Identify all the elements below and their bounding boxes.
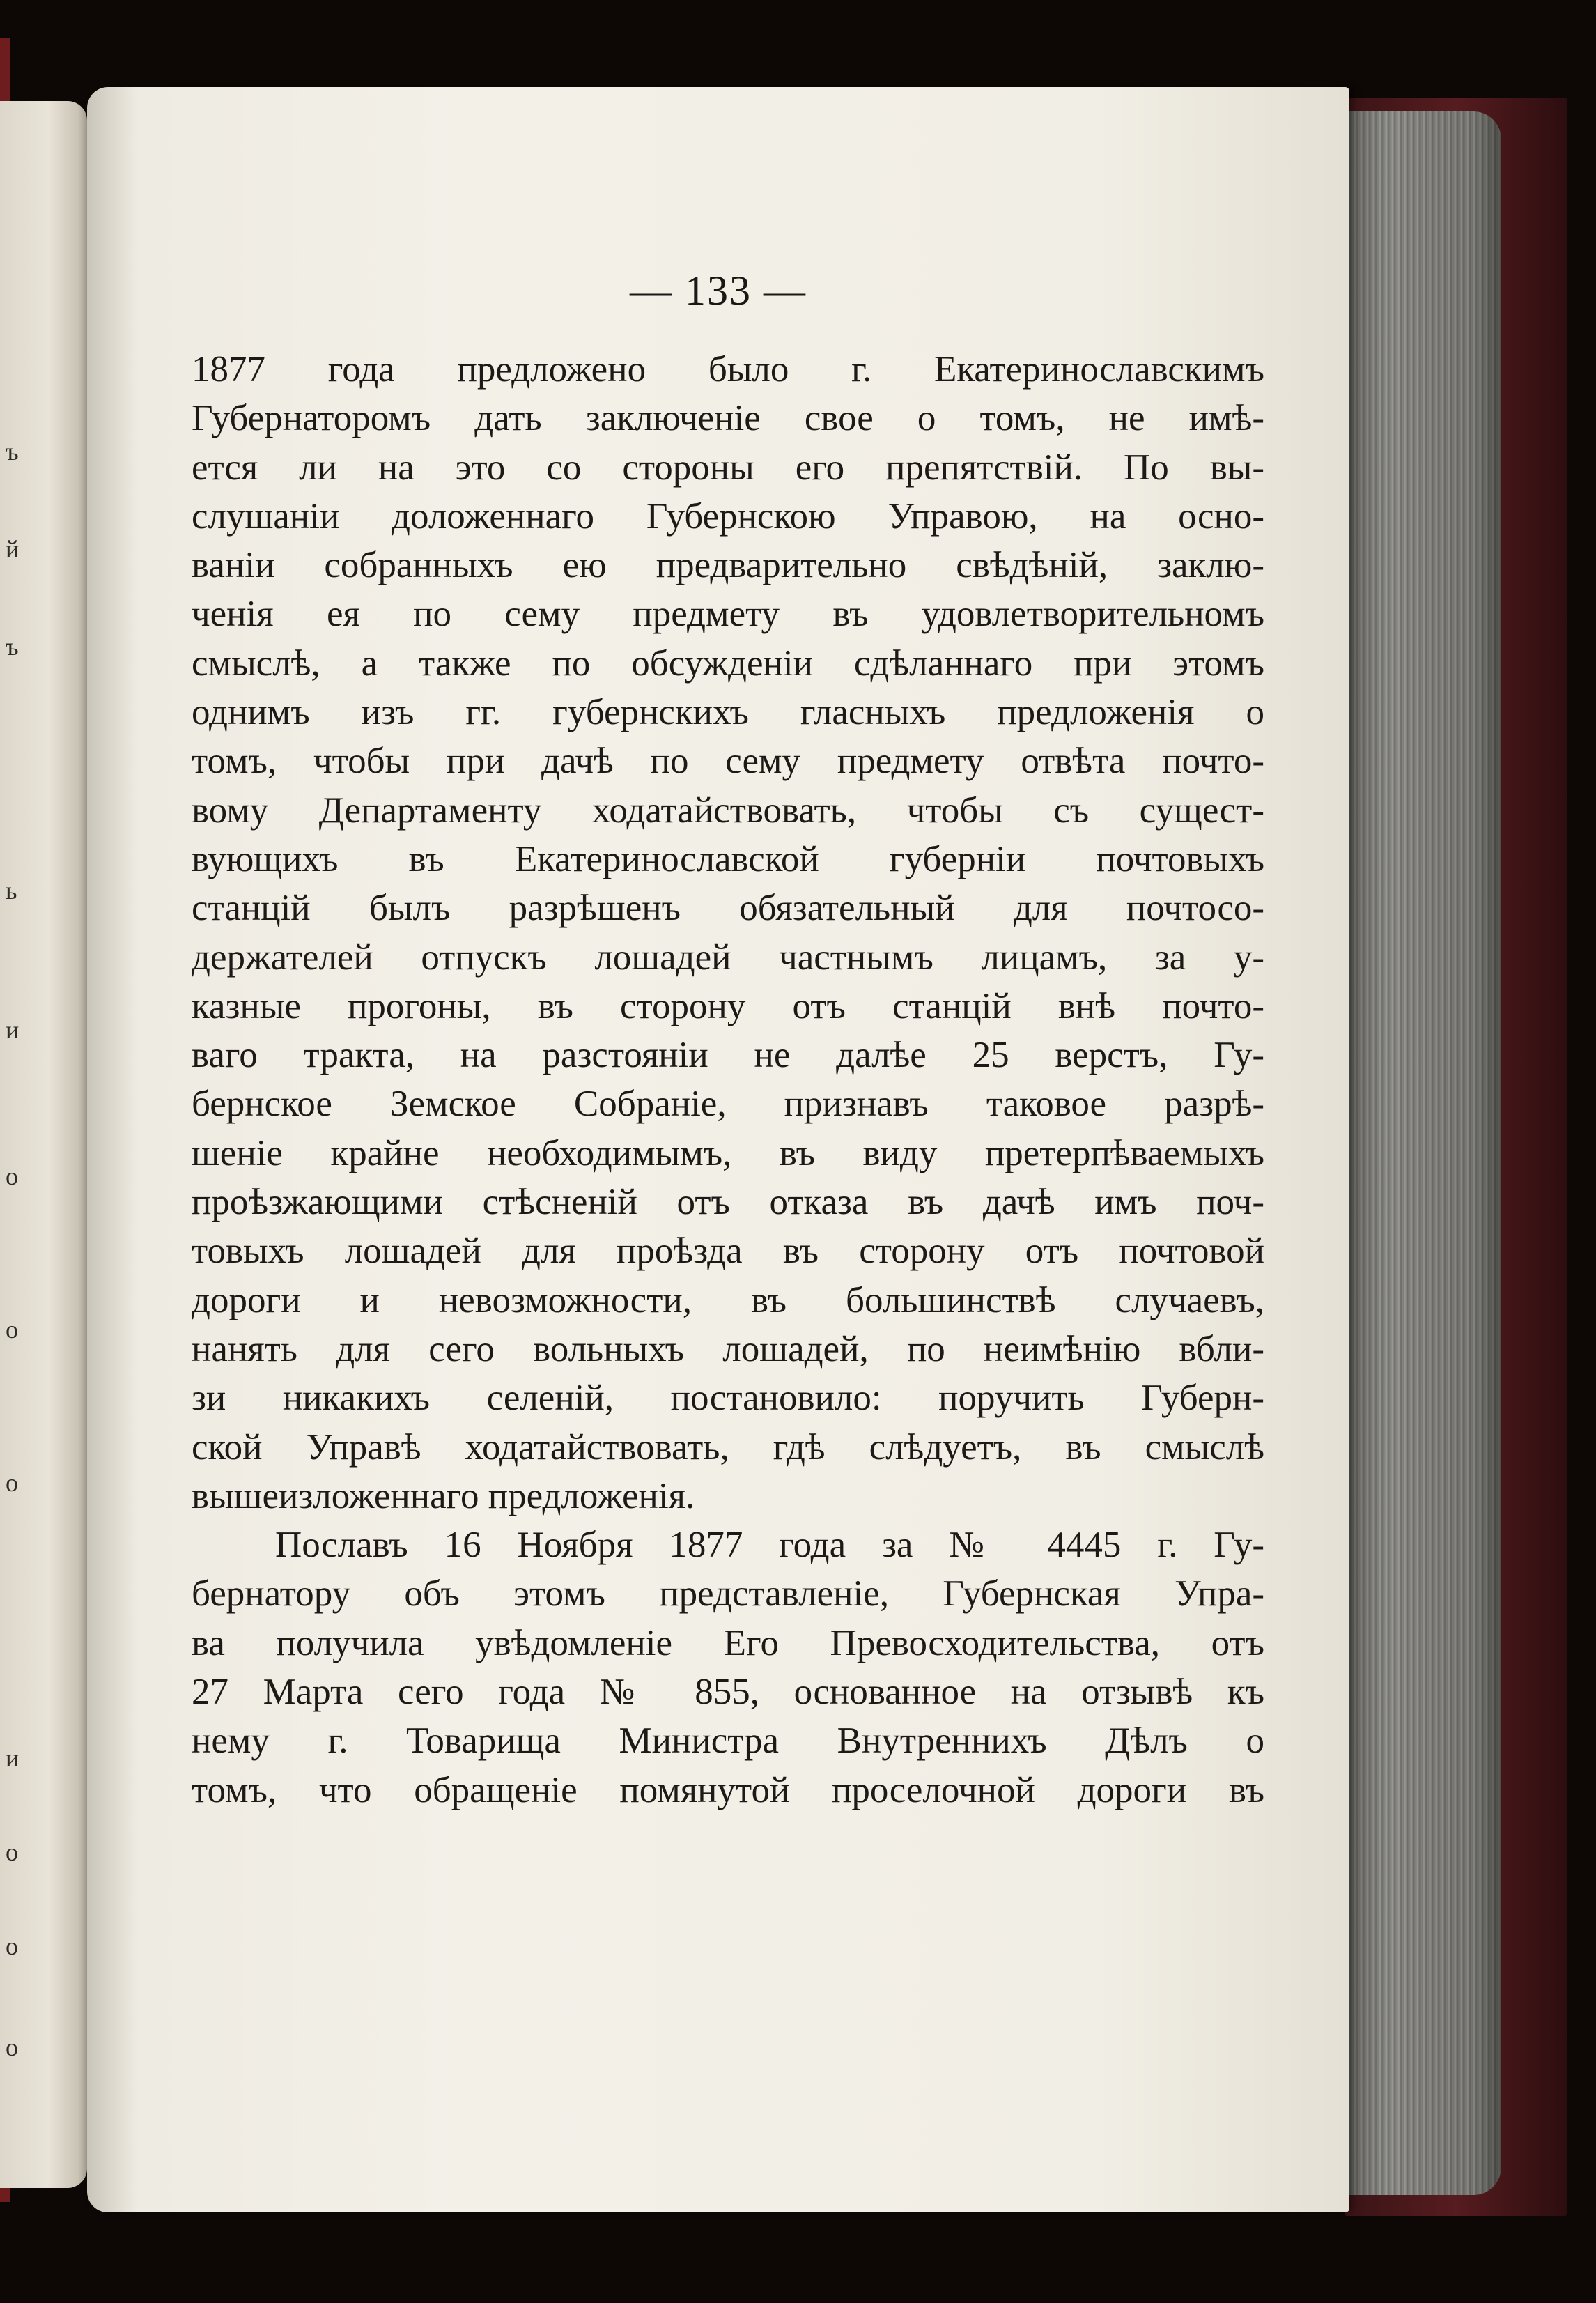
text-line: вующихъ въ Екатеринославской губерніи почтовыхъ [192,838,1264,879]
text-line: ваніи собранныхъ ею предварительно свѣдѣній, заклю- [192,545,1264,586]
text-line: проѣзжающими стѣсненій отъ отказа въ дачѣ имъ поч- [192,1182,1264,1223]
text-line: нему г. Товарища Министра Внутреннихъ Дѣлъ о [192,1720,1264,1762]
text-line: 27 Марта сего года № 855, основанное на отзывѣ къ [192,1672,1264,1713]
text-line: дороги и невозможности, въ большинствѣ случаевъ, [192,1279,1264,1320]
page-stack-shadow [1334,111,1501,2195]
text-line: бернатору объ этомъ представленіе, Губернская Упра- [192,1573,1264,1615]
text-line: 1877 года предложено было г. Екатеринославскимъ [192,349,1264,390]
left-page-char: о [6,1838,18,1866]
text-line: бернское Земское Собраніе, признавъ таковое разрѣ- [192,1084,1264,1125]
text-line: вому Департаменту ходатайствовать, чтобы съ сущест- [192,790,1264,831]
text-line: держателей отпускъ лошадей частнымъ лицамъ, за у- [192,937,1264,978]
text-line: однимъ изъ гг. губернскихъ гласныхъ предложенія о [192,692,1264,733]
text-line: станцій былъ разрѣшенъ обязательный для почтосо- [192,888,1264,929]
page-number: — 133 — [630,268,807,314]
left-page-char: о [6,1162,18,1190]
left-page-char: о [6,1932,18,1960]
text-line: томъ, что обращеніе помянутой проселочной дороги въ [192,1769,1264,1810]
left-page-char: о [6,1316,18,1343]
left-facing-page [0,101,87,2188]
text-line: ваго тракта, на разстояніи не далѣе 25 верстъ, Гу- [192,1035,1264,1076]
text-line: Губернаторомъ дать заключеніе свое о томъ, не имѣ- [192,398,1264,439]
text-line: ченія ея по сему предмету въ удовлетворительномъ [192,594,1264,635]
text-line: ва получила увѣдомленіе Его Превосходительства, отъ [192,1622,1264,1663]
text-line: смыслѣ, а также по обсужденіи сдѣланнаго при этомъ [192,642,1264,684]
text-line: ется ли на это со стороны его препятствій. По вы- [192,447,1264,488]
left-page-char: ь [6,877,17,904]
left-page-char: о [6,2033,18,2061]
book-page [87,87,1349,2212]
left-page-char: ъ [6,633,19,661]
text-line: томъ, чтобы при дачѣ по сему предмету отвѣта почто- [192,741,1264,782]
text-line: товыхъ лошадей для проѣзда въ сторону отъ почтовой [192,1231,1264,1272]
left-page-char: и [6,1744,20,1772]
text-line: ской Управѣ ходатайствовать, гдѣ слѣдуетъ, въ смыслѣ [192,1426,1264,1468]
paragraph-start-line: Пославъ 16 Ноября 1877 года за № 4445 г. Гу- [275,1525,1264,1566]
text-line: слушаніи доложеннаго Губернскою Управою, на осно- [192,495,1264,537]
left-page-char: о [6,1469,18,1497]
paragraph-end-line: вышеизложеннаго предложенія. [192,1475,695,1516]
text-line: нанять для сего вольныхъ лошадей, по неимѣнію вбли- [192,1328,1264,1369]
left-page-char: й [6,535,20,563]
text-line: зи никакихъ селеній, постановило: поручить Губерн- [192,1378,1264,1419]
page-text-block [192,345,1264,1815]
left-page-char: ъ [6,438,19,465]
left-page-char: и [6,1016,20,1044]
text-line: шеніе крайне необходимымъ, въ виду претерпѣваемыхъ [192,1132,1264,1173]
text-line: казные прогоны, въ сторону отъ станцій внѣ почто- [192,985,1264,1026]
